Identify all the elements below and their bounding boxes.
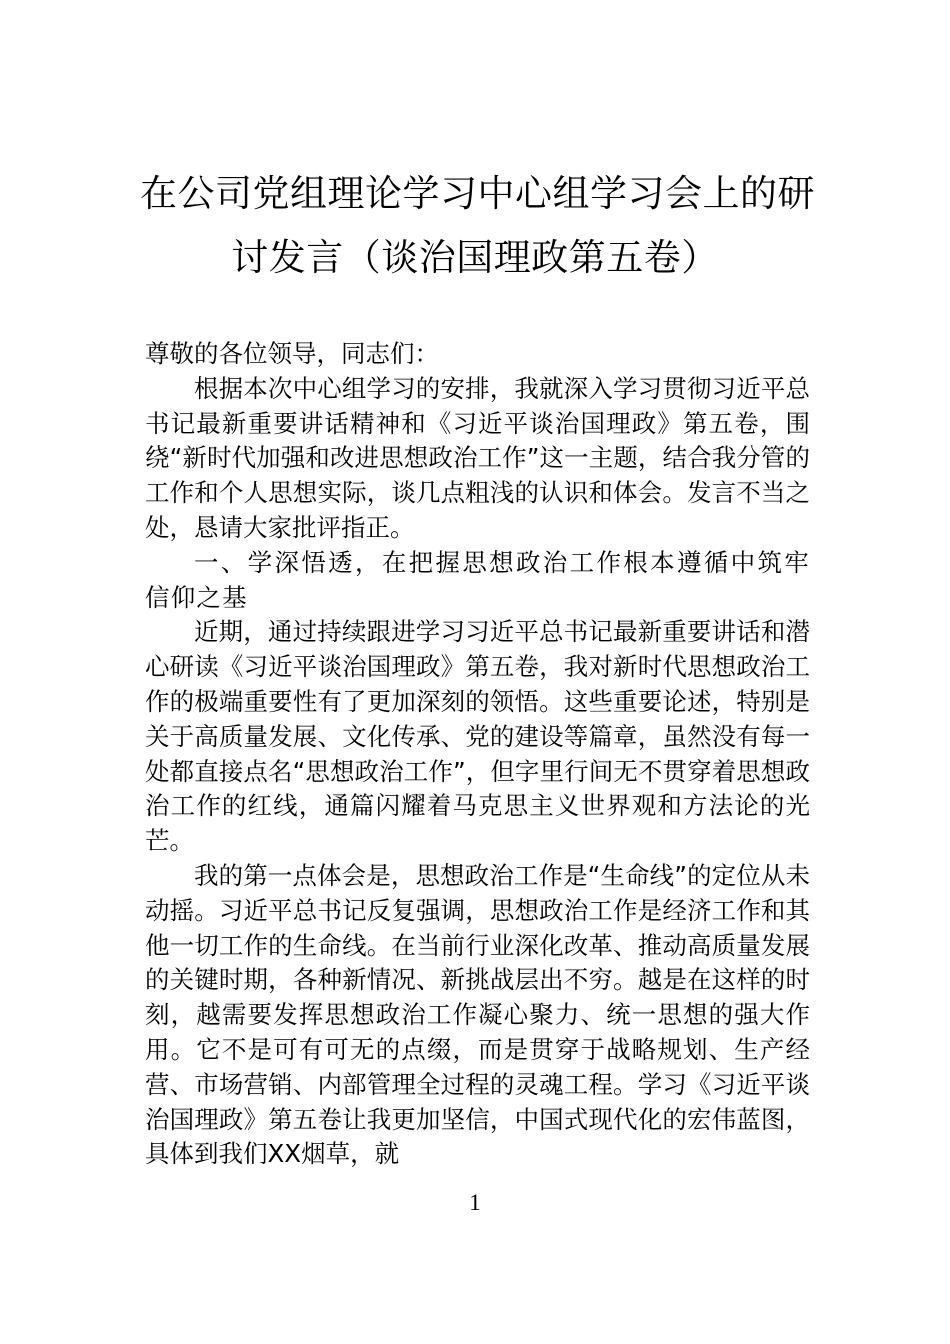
paragraph-first-insight: 我的第一点体会是，思想政治工作是“生命线”的定位从未动摇。习近平总书记反复强调，思想政治工作是经济工作和其他一切工作的生命线。在当前行业深化改革、推动高质量发展的关键时期，各种新情况、新挑战层出不穷。越是在这样的时刻，越需要发挥思想政治工作凝心聚力、统一思想的强大作用。它不是可有可无的点缀，而是贯穿于战略规划、生产经营、市场营销、内部管理全过程的灵魂工程。学习《习近平谈治国理政》第五卷让我更加坚信，中国式现代化的宏伟蓝图，具体到我们XX烟草，就 [145, 860, 810, 1169]
document-title [140, 162, 815, 290]
paragraph-study: 近期，通过持续跟进学习习近平总书记最新重要讲话和潜心研读《习近平谈治国理政》第五卷，我对新时代思想政治工作的极端重要性有了更加深刻的领悟。这些重要论述，特别是关于高质量发展、文化传承、党的建设等篇章，虽然没有每一处都直接点名“思想政治工作”，但字里行间无不贯穿着思想政治工作的红线，通篇闪耀着马克思主义世界观和方法论的光芒。 [145, 617, 810, 856]
paragraph-intro: 根据本次中心组学习的安排，我就深入学习贯彻习近平总书记最新重要讲话精神和《习近平谈治国理政》第五卷，围绕“新时代加强和改进思想政治工作”这一主题，结合我分管的工作和个人思想实际，谈几点粗浅的认识和体会。发言不当之处，恳请大家批评指正。 [145, 373, 810, 542]
document-body [145, 337, 810, 1172]
page-number: 1 [469, 1190, 481, 1215]
section-heading-1: 一、学深悟透，在把握思想政治工作根本遵循中筑牢信仰之基 [145, 547, 810, 612]
title-line-1: 在公司党组理论学习中心组学习会上的研 [140, 172, 815, 215]
title-line-2: 讨发言（谈治国理政第五卷） [231, 236, 719, 279]
salutation: 尊敬的各位领导，同志们： [145, 339, 439, 368]
